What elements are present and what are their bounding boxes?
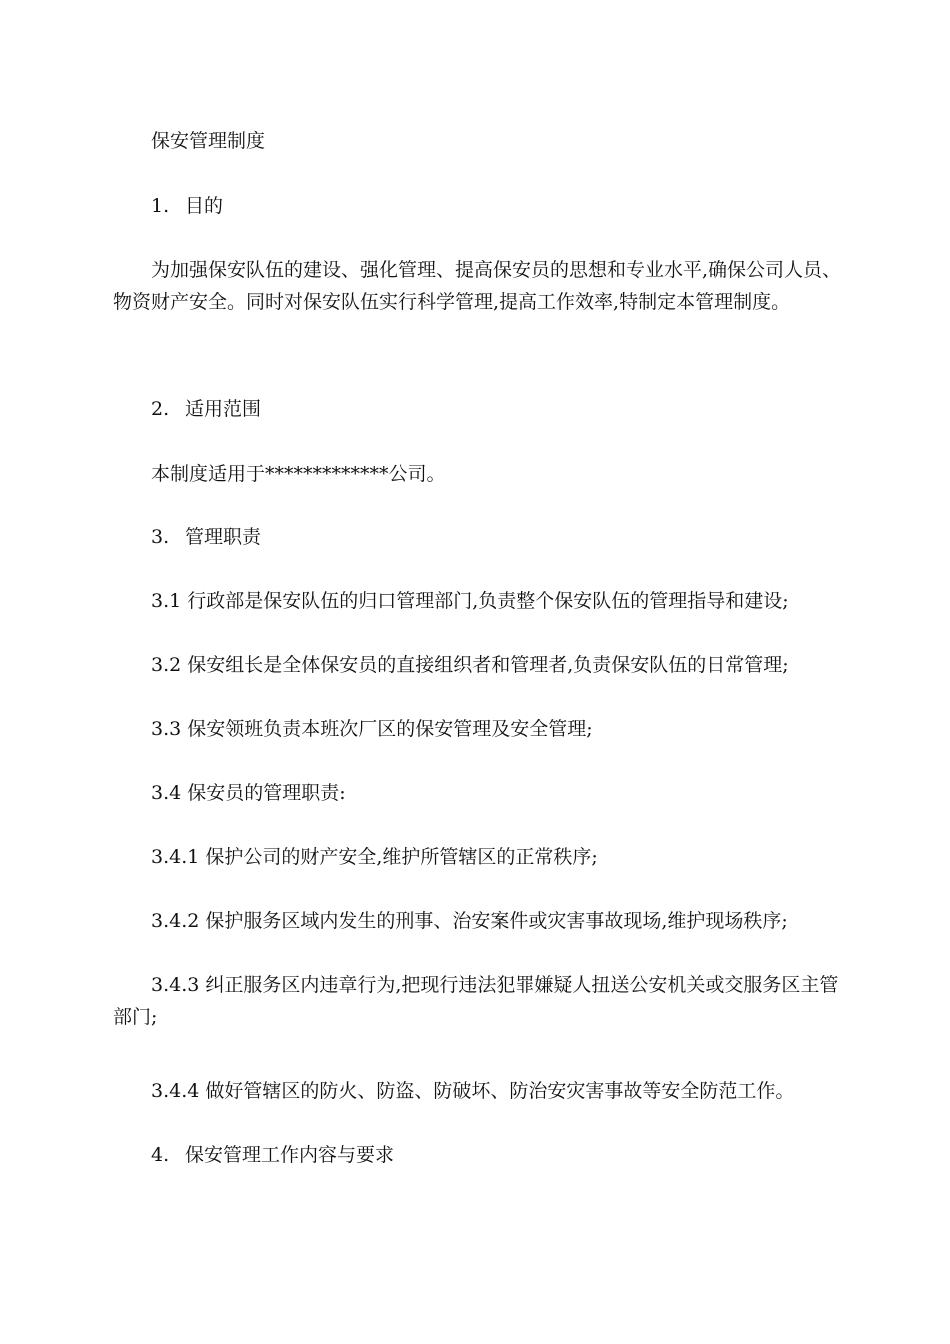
paragraph-3-1: 3.1 行政部是保安队伍的归口管理部门,负责整个保安队伍的管理指导和建设; xyxy=(151,590,789,612)
paragraph-3-4-4: 3.4.4 做好管辖区的防火、防盗、防破坏、防治安灾害事故等安全防范工作。 xyxy=(151,1080,795,1102)
section-title: 适用范围 xyxy=(185,398,262,420)
section-heading-purpose xyxy=(151,190,223,222)
paragraph-3-4-3: 3.4.3 纠正服务区内违章行为,把现行违法犯罪嫌疑人扭送公安机关或交服务区主管部门; xyxy=(113,974,839,1028)
section-number: 3. xyxy=(151,526,170,548)
document-title: 保安管理制度 xyxy=(151,130,266,152)
section-number: 2. xyxy=(151,398,170,420)
section-heading-scope xyxy=(151,393,261,425)
paragraph-scope: 本制度适用于*************公司。 xyxy=(151,463,446,485)
section-number: 4. xyxy=(151,1144,170,1166)
section-title: 管理职责 xyxy=(185,526,262,548)
paragraph-3-3: 3.3 保安领班负责本班次厂区的保安管理及安全管理; xyxy=(151,718,593,740)
paragraph-purpose: 为加强保安队伍的建设、强化管理、提高保安员的思想和专业水平,确保公司人员、物资财产安全。同时对保安队伍实行科学管理,提高工作效率,特制定本管理制度。 xyxy=(113,259,842,313)
paragraph-3-4: 3.4 保安员的管理职责: xyxy=(151,782,346,804)
section-heading-content-requirements xyxy=(151,1139,394,1171)
section-heading-responsibilities xyxy=(151,521,261,553)
section-number: 1. xyxy=(151,195,170,217)
paragraph-3-4-1: 3.4.1 保护公司的财产安全,维护所管辖区的正常秩序; xyxy=(151,846,598,868)
section-title: 目的 xyxy=(185,195,224,217)
section-title: 保安管理工作内容与要求 xyxy=(185,1144,395,1166)
paragraph-3-4-2: 3.4.2 保护服务区域内发生的刑事、治安案件或灾害事故现场,维护现场秩序; xyxy=(151,910,788,932)
paragraph-3-2: 3.2 保安组长是全体保安员的直接组织者和管理者,负责保安队伍的日常管理; xyxy=(151,654,789,676)
